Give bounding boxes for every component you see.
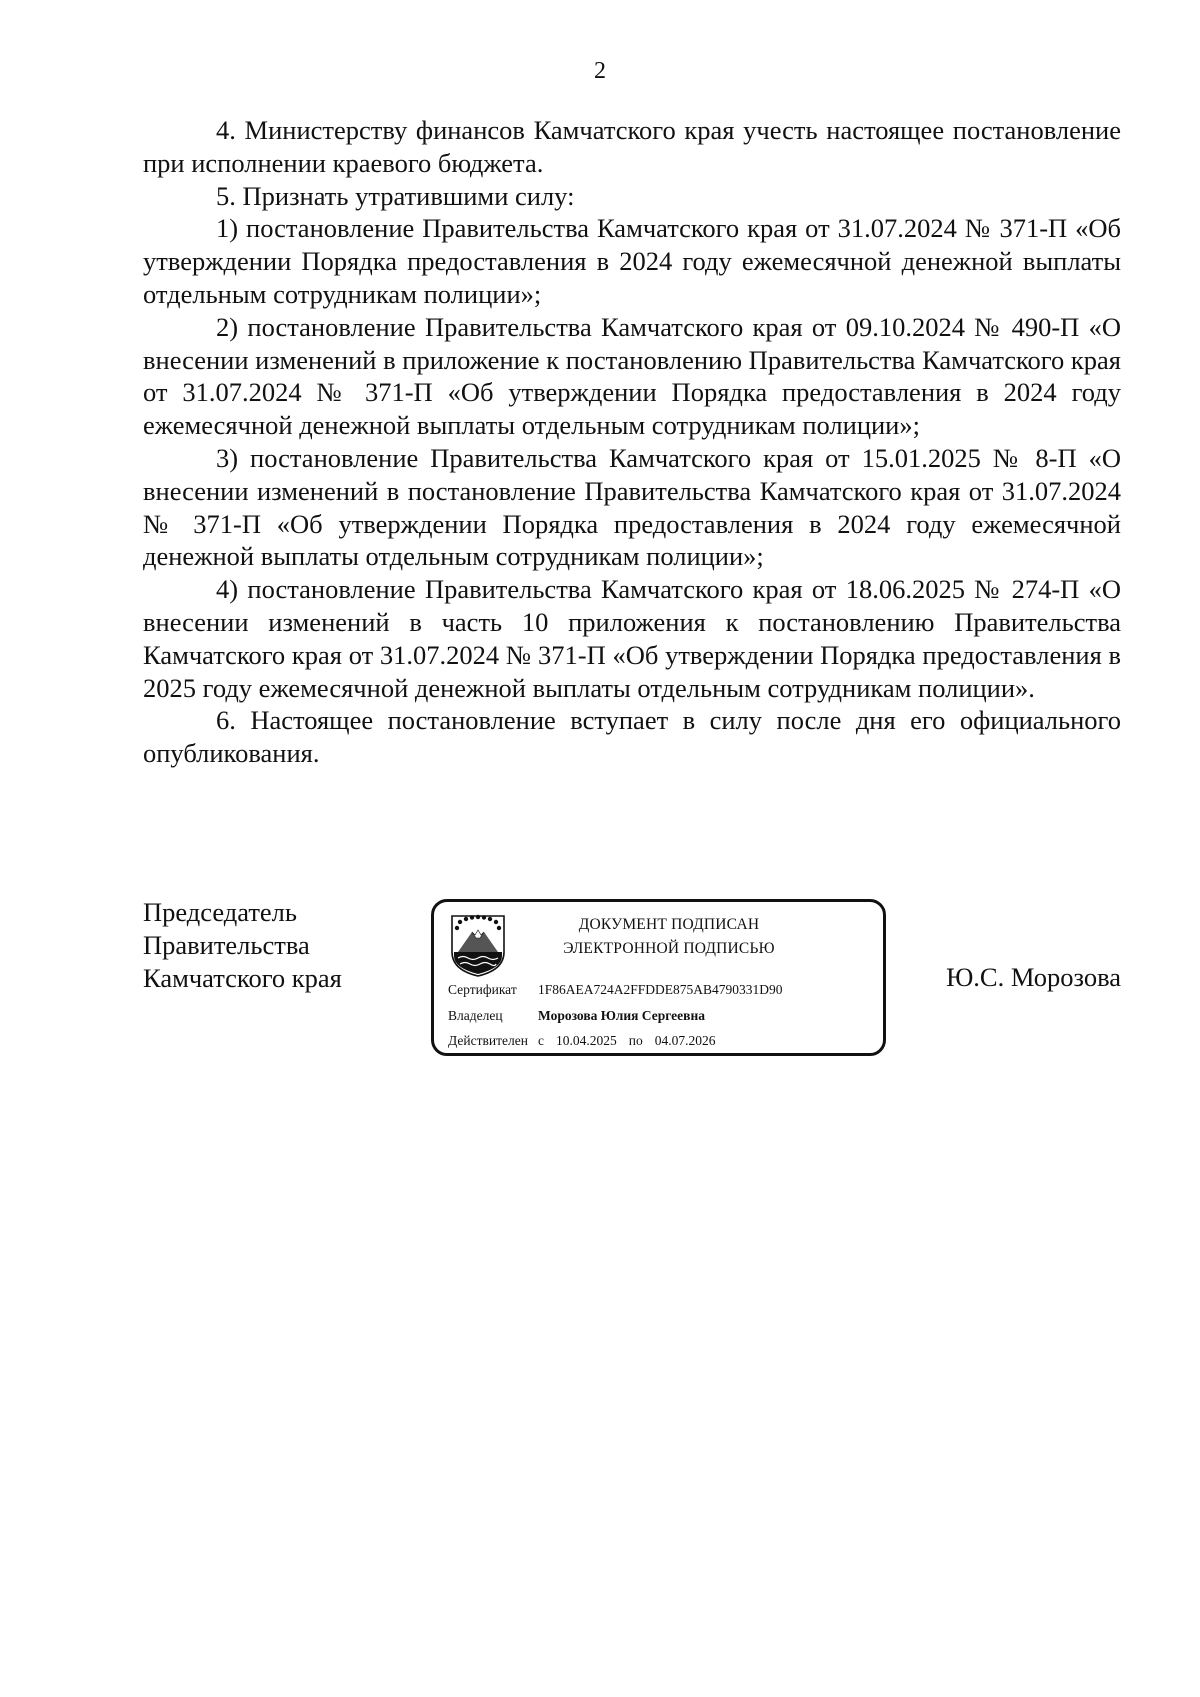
position-line: Правительства (143, 929, 310, 960)
valid-from-date: 10.04.2025 (556, 1033, 617, 1048)
valid-to-prefix: по (628, 1033, 643, 1048)
page-number: 2 (594, 58, 606, 84)
signatory-position (143, 896, 342, 994)
position-line: Председатель (143, 897, 297, 927)
kamchatka-coat-of-arms-icon (446, 908, 510, 978)
paragraph-5-item-2: 2) постановление Правительства Камчатского края от 09.10.2024 № 490-П «О внесении изменений в приложение к постановлению Правительства Камчатского края от 31.07.2024 № 371-П «Об утверждении Порядка предоставления в 2024 году ежемесячной денежной выплаты отдельным сотрудникам полиции»; (143, 311, 1121, 441)
paragraph-5: 5. Признать утратившими силу: (216, 180, 575, 211)
certificate-label: Сертификат (448, 982, 517, 997)
paragraph-5-item-4: 4) постановление Правительства Камчатского края от 18.06.2025 № 274-П «О внесении изменений в часть 10 приложения к постановлению Правительства Камчатского края от 31.07.2024 № 371-П «Об утверждении Порядка предоставления в 2025 году ежемесячной денежной выплаты отдельным сотрудникам полиции». (143, 574, 1121, 703)
stamp-certificate-row (448, 981, 783, 999)
stamp-title (534, 913, 804, 961)
paragraph-5-item-3: 3) постановление Правительства Камчатского края от 15.01.2025 № 8-П «О внесении изменений в постановление Правительства Камчатского края от 31.07.2024 № 371-П «Об утверждении Порядка предоставления в 2024 году ежемесячной денежной выплаты отдельным сотрудникам полиции»; (143, 442, 1121, 572)
paragraph-4: 4. Министерству финансов Камчатского края учесть настоящее постановление при исполнении краевого бюджета. (143, 115, 1121, 178)
electronic-signature-stamp (431, 899, 886, 1056)
stamp-title-line: ЭЛЕКТРОННОЙ ПОДПИСЬЮ (563, 940, 775, 957)
owner-value: Морозова Юлия Сергеевна (538, 1008, 705, 1023)
document-body (143, 114, 1121, 770)
valid-from-prefix: с (538, 1033, 544, 1048)
owner-label: Владелец (448, 1008, 503, 1023)
certificate-value: 1F86AEA724A2FFDDE875AB4790331D90 (538, 982, 783, 997)
stamp-title-line: ДОКУМЕНТ ПОДПИСАН (578, 916, 760, 933)
stamp-validity-row (448, 1032, 715, 1050)
valid-to-date: 04.07.2026 (654, 1033, 716, 1048)
stamp-owner-row (448, 1007, 705, 1025)
signatory-name: Ю.С. Морозова (946, 962, 1121, 992)
validity-label: Действителен (448, 1033, 528, 1048)
position-line: Камчатского края (143, 962, 342, 993)
paragraph-5-item-1: 1) постановление Правительства Камчатского края от 31.07.2024 № 371-П «Об утверждении Порядка предоставления в 2024 году ежемесячной денежной выплаты отдельным сотрудникам полиции»; (143, 213, 1121, 309)
paragraph-6: 6. Настоящее постановление вступает в силу после дня его официального опубликования. (143, 705, 1121, 769)
